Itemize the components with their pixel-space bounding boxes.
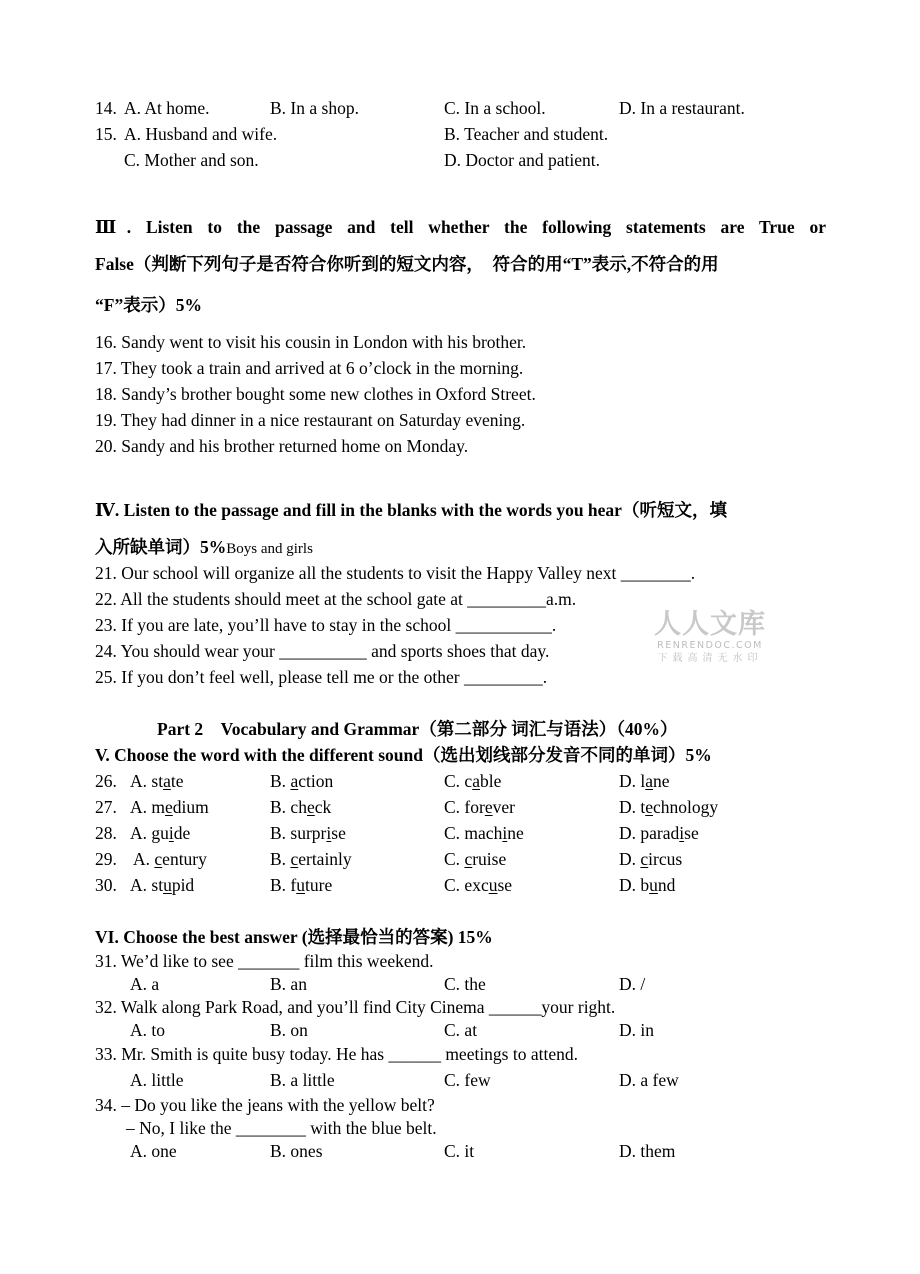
section-3-heading-line-3: “F”表示）5% bbox=[95, 295, 202, 315]
underlined-letter: i bbox=[168, 823, 174, 843]
option-c: C. few bbox=[444, 1070, 491, 1090]
underlined-letter: u bbox=[649, 875, 658, 895]
underlined-letter: u bbox=[163, 875, 172, 895]
underlined-letter: i bbox=[502, 823, 508, 843]
option-c: C. at bbox=[444, 1020, 478, 1040]
section-3-heading-line-1: Ⅲ. Listen to the passage and tell whether the following statements are True or bbox=[95, 217, 826, 237]
question-number: 27. bbox=[95, 797, 117, 817]
watermark-url: RENRENDOC.COM bbox=[657, 640, 763, 651]
question-33-stem: 33. Mr. Smith is quite busy today. He has ______ meetings to attend. bbox=[95, 1044, 578, 1064]
underlined-letter: e bbox=[165, 797, 173, 817]
section-5-heading: V. Choose the word with the different sound（选出划线部分发音不同的单词）5% bbox=[95, 745, 712, 765]
option-a: A. medium bbox=[130, 797, 209, 817]
option-a: A. to bbox=[130, 1020, 165, 1040]
underlined-letter: i bbox=[679, 823, 685, 843]
option-a: A. century bbox=[133, 849, 207, 869]
statement-16: 16. Sandy went to visit his cousin in London with his brother. bbox=[95, 332, 527, 352]
option-d: D. a few bbox=[619, 1070, 679, 1090]
question-number: 26. bbox=[95, 771, 117, 791]
underlined-letter: a bbox=[163, 771, 171, 791]
passage-subtitle: Boys and girls bbox=[226, 541, 313, 557]
option-a: A. At home. bbox=[124, 98, 210, 118]
underlined-letter: u bbox=[296, 875, 305, 895]
option-c: C. excuse bbox=[444, 875, 513, 895]
option-d: D. paradise bbox=[619, 823, 699, 843]
watermark-slogan: 下载高清无水印 bbox=[657, 653, 763, 664]
question-32-stem: 32. Walk along Park Road, and you’ll find City Cinema ______your right. bbox=[95, 997, 616, 1017]
underlined-letter: u bbox=[488, 875, 498, 895]
underlined-letter: a bbox=[645, 771, 654, 791]
option-b: B. In a shop. bbox=[270, 98, 359, 118]
section-6-heading: VI. Choose the best answer (选择最恰当的答案) 15% bbox=[95, 927, 493, 947]
underlined-letter: e bbox=[645, 797, 654, 817]
option-b: B. a little bbox=[270, 1070, 335, 1090]
part-2-title: Part 2 Vocabulary and Grammar（第二部分 词汇与语法）（40%） bbox=[157, 719, 678, 739]
option-c: C. cable bbox=[444, 771, 502, 791]
underlined-letter: c bbox=[154, 849, 163, 869]
option-d: D. Doctor and patient. bbox=[444, 150, 600, 170]
underlined-letter: c bbox=[290, 849, 299, 869]
section-3-heading-line-2: False（判断下列句子是否符合你听到的短文内容， 符合的用“T”表示,不符合的用 bbox=[95, 254, 719, 274]
option-c: C. the bbox=[444, 974, 486, 994]
watermark bbox=[648, 610, 772, 666]
option-b: B. Teacher and student. bbox=[444, 124, 609, 144]
statement-19: 19. They had dinner in a nice restaurant on Saturday evening. bbox=[95, 410, 526, 430]
option-a: A. little bbox=[130, 1070, 184, 1090]
option-c: C. In a school. bbox=[444, 98, 546, 118]
underlined-letter: a bbox=[290, 771, 299, 791]
section-4-heading-line-1: Ⅳ. Listen to the passage and fill in the blanks with the words you hear（听短文，填 bbox=[95, 500, 727, 520]
underlined-letter: e bbox=[306, 797, 315, 817]
underlined-letter: c bbox=[464, 849, 473, 869]
question-34-stem-line-1: 34. – Do you like the jeans with the yellow belt? bbox=[95, 1095, 435, 1115]
blank-24: 24. You should wear your __________ and sports shoes that day. bbox=[95, 641, 550, 661]
option-b: B. certainly bbox=[270, 849, 352, 869]
blank-25: 25. If you don’t feel well, please tell me or the other _________. bbox=[95, 667, 548, 687]
option-d: D. them bbox=[619, 1141, 676, 1161]
option-c: C. it bbox=[444, 1141, 475, 1161]
question-number: 29. bbox=[95, 849, 117, 869]
section-4-heading-line-2: 入所缺单词）5%Boys and girls bbox=[95, 537, 313, 557]
statement-20: 20. Sandy and his brother returned home on Monday. bbox=[95, 436, 469, 456]
option-c: C. forever bbox=[444, 797, 515, 817]
option-b: B. an bbox=[270, 974, 307, 994]
underlined-letter: a bbox=[472, 771, 480, 791]
question-number: 30. bbox=[95, 875, 117, 895]
underlined-letter: i bbox=[326, 823, 332, 843]
underlined-letter: e bbox=[484, 797, 493, 817]
option-a: A. guide bbox=[130, 823, 191, 843]
underlined-letter: c bbox=[640, 849, 649, 869]
option-d: D. technology bbox=[619, 797, 719, 817]
option-b: B. action bbox=[270, 771, 334, 791]
option-b: B. check bbox=[270, 797, 332, 817]
option-d: D. bund bbox=[619, 875, 676, 895]
option-a: A. one bbox=[130, 1141, 177, 1161]
option-b: B. future bbox=[270, 875, 333, 895]
option-d: D. / bbox=[619, 974, 646, 994]
option-b: B. ones bbox=[270, 1141, 323, 1161]
option-d: D. In a restaurant. bbox=[619, 98, 745, 118]
question-number: 28. bbox=[95, 823, 117, 843]
option-a: A. Husband and wife. bbox=[124, 124, 278, 144]
question-34-stem-line-2: – No, I like the ________ with the blue belt. bbox=[126, 1118, 437, 1138]
option-a: A. state bbox=[130, 771, 184, 791]
watermark-title: 人人文库 bbox=[654, 609, 766, 640]
option-a: A. stupid bbox=[130, 875, 195, 895]
blank-22: 22. All the students should meet at the school gate at _________a.m. bbox=[95, 589, 577, 609]
option-c: C. Mother and son. bbox=[124, 150, 259, 170]
option-b: B. on bbox=[270, 1020, 308, 1040]
option-a: A. a bbox=[130, 974, 160, 994]
option-b: B. surprise bbox=[270, 823, 346, 843]
blank-23: 23. If you are late, you’ll have to stay in the school ___________. bbox=[95, 615, 557, 635]
statement-18: 18. Sandy’s brother bought some new clothes in Oxford Street. bbox=[95, 384, 536, 404]
blank-21: 21. Our school will organize all the students to visit the Happy Valley next ________. bbox=[95, 563, 696, 583]
option-c: C. machine bbox=[444, 823, 524, 843]
question-31-stem: 31. We’d like to see _______ film this weekend. bbox=[95, 951, 434, 971]
option-c: C. cruise bbox=[444, 849, 507, 869]
statement-17: 17. They took a train and arrived at 6 o’clock in the morning. bbox=[95, 358, 524, 378]
option-d: D. in bbox=[619, 1020, 654, 1040]
option-d: D. lane bbox=[619, 771, 670, 791]
option-d: D. circus bbox=[619, 849, 683, 869]
